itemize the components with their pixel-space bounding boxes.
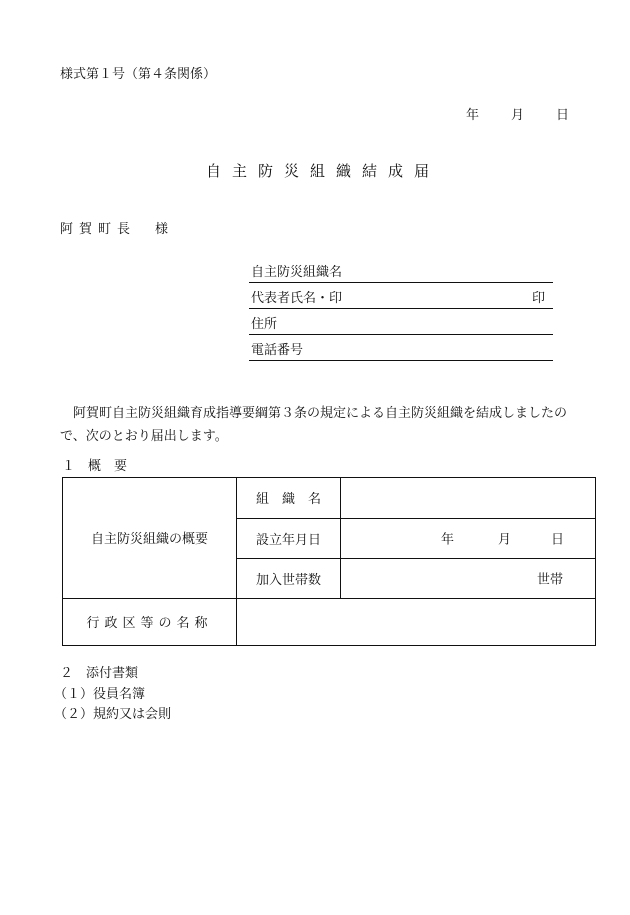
date-day: 日 [556,108,570,123]
established-day: 日 [551,532,565,548]
phone-label: 電話番号 [251,343,304,358]
date-year: 年 [466,108,480,123]
org-name-cell-label: 組 織 名 [237,478,341,519]
address-field[interactable] [249,317,553,335]
established-label: 設立年月日 [237,518,341,558]
district-cell[interactable] [237,598,596,645]
established-year: 年 [441,532,455,548]
households-cell[interactable] [341,558,596,598]
section-1-heading: １ 概 要 [62,459,128,474]
representative-label: 代表者氏名・印 [251,291,343,306]
org-name-field[interactable] [249,265,553,283]
seal-mark: 印 [531,291,545,306]
org-name-label: 自主防災組織名 [251,265,343,280]
date-month: 月 [511,108,525,123]
established-month: 月 [498,532,512,548]
attachment-item: （２）規約又は会則 [54,707,172,722]
overview-table [62,477,596,646]
attachment-item: （１）役員名簿 [54,687,146,702]
address-label: 住所 [251,317,278,332]
document-title: 自主防災組織結成届 [206,162,441,180]
district-label: 行政区等の名称 [63,598,237,645]
form-number: 様式第１号（第４条関係） [60,67,217,82]
households-unit: 世帯 [537,572,564,588]
phone-field[interactable] [249,343,553,361]
representative-field[interactable] [249,291,553,309]
org-name-cell[interactable] [341,478,596,519]
established-cell[interactable] [341,518,596,558]
date-line [466,108,569,124]
body-text: 阿賀町自主防災組織育成指導要綱第３条の規定による自主防災組織を結成しましたので、次のとおり届出します。 [60,406,568,444]
overview-label: 自主防災組織の概要 [63,478,237,599]
households-label: 加入世帯数 [237,558,341,598]
section-2-heading: ２ 添付書類 [60,666,139,681]
addressee: 阿賀町長 様 [60,222,175,237]
